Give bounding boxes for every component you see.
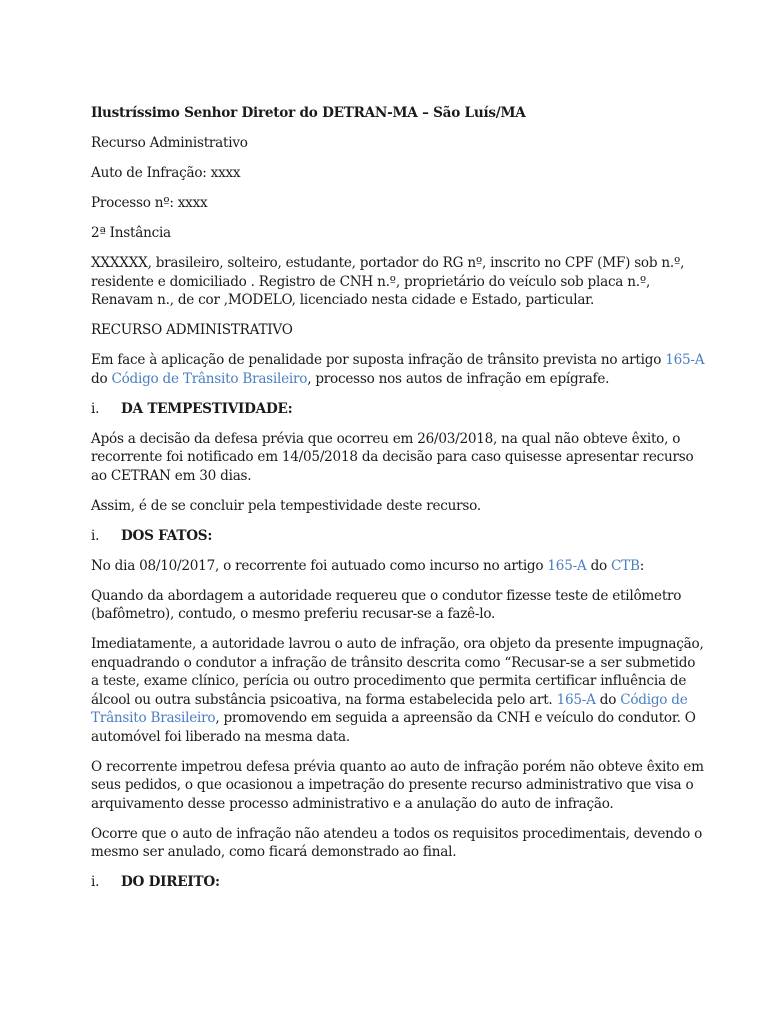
section-heading-direito	[91, 873, 691, 892]
paragraph-line: ao CETRAN em 30 dias.	[91, 467, 252, 484]
ctb-link[interactable]: Trânsito Brasileiro	[91, 710, 216, 726]
qualificacao-line: residente e domiciliado . Registro de CNH n.º, proprietário do veículo sob placa n.º,	[91, 273, 651, 290]
paragraph-text: do	[586, 557, 612, 574]
ctb-link[interactable]: Código de	[620, 691, 688, 708]
paragraph-line: mesmo ser anulado, como ficará demonstrado ao final.	[91, 844, 457, 860]
qualificacao-line: Renavam n., de cor ,MODELO, licenciado nesta cidade e Estado, particular.	[91, 292, 595, 308]
ocorre-paragraph	[91, 825, 703, 862]
tempestividade-paragraph	[91, 430, 694, 486]
paragraph-line: Imediatamente, a autoridade lavrou o auto de infração, ora objeto da presente impugnação,	[91, 636, 704, 652]
article-link[interactable]: 165-A	[547, 557, 587, 574]
section-number: i.	[91, 874, 100, 890]
intro-text: , processo nos autos de infração em epígrafe.	[307, 370, 610, 387]
section-heading-fatos	[91, 527, 691, 546]
intro-paragraph	[91, 351, 705, 388]
paragraph-text: álcool ou outra substância psicoativa, na forma estabelecida pelo art.	[91, 691, 557, 708]
paragraph-line: automóvel foi liberado na mesma data.	[91, 728, 350, 745]
section-title: DO DIREITO:	[121, 874, 220, 890]
document-subheading: Recurso Administrativo	[91, 135, 248, 151]
paragraph-line: O recorrente impetrou defesa prévia quanto ao auto de infração porém não obteve êxito em	[91, 758, 704, 775]
instancia-line: 2ª Instância	[91, 225, 171, 241]
processo-line: Processo nº: xxxx	[91, 195, 208, 211]
article-link[interactable]: 165-A	[556, 691, 596, 708]
paragraph-line: arquivamento desse processo administrativo e a anulação do auto de infração.	[91, 795, 614, 812]
paragraph-line	[91, 691, 691, 710]
paragraph-text: , promovendo em seguida a apreensão da CNH e veículo do condutor. O	[215, 710, 696, 726]
intro-line	[91, 351, 705, 370]
section-heading-tempestividade	[91, 400, 691, 419]
paragraph-line: enquadrando o condutor a infração de trânsito descrita como “Recusar-se a ser submetido	[91, 654, 696, 671]
paragraph-line: seus pedidos, o que ocasionou a impetração do presente recurso administrativo que visa o	[91, 777, 694, 793]
paragraph-line: (bafômetro), contudo, o mesmo preferiu recusar-se a fazê-lo.	[91, 606, 496, 622]
paragraph-line: a teste, exame clínico, perícia ou outro procedimento que permita certificar influência de	[91, 673, 687, 689]
recurso-title: RECURSO ADMINISTRATIVO	[91, 322, 293, 338]
document-page	[91, 104, 705, 903]
section-number: i.	[91, 527, 100, 544]
impetrou-paragraph	[91, 758, 704, 814]
paragraph-text: do	[595, 691, 621, 708]
paragraph-text: :	[639, 557, 645, 574]
paragraph-text: No dia 08/10/2017, o recorrente foi autuado como incurso no artigo	[91, 557, 548, 574]
fatos-intro-paragraph	[91, 557, 691, 576]
imediatamente-paragraph	[91, 635, 704, 746]
document-heading: Ilustríssimo Senhor Diretor do DETRAN-MA – São Luís/MA	[91, 105, 526, 121]
paragraph-line: Ocorre que o auto de infração não atendeu a todos os requisitos procedimentais, devendo o	[91, 825, 703, 842]
conclusao-paragraph: Assim, é de se concluir pela tempestividade deste recurso.	[91, 497, 481, 514]
section-title: DA TEMPESTIVIDADE:	[121, 400, 293, 417]
abordagem-paragraph	[91, 587, 691, 624]
ctb-link[interactable]: Código de Trânsito Brasileiro	[111, 370, 308, 387]
intro-text: Em face à aplicação de penalidade por suposta infração de trânsito prevista no artigo	[91, 352, 666, 368]
paragraph-line: Após a decisão da defesa prévia que ocorreu em 26/03/2018, na qual não obteve êxito, o	[91, 430, 681, 447]
article-link[interactable]: 165-A	[665, 352, 705, 368]
intro-line	[91, 370, 691, 389]
intro-text: do	[91, 370, 112, 387]
paragraph-line	[91, 709, 696, 728]
auto-infracao-line: Auto de Infração: xxxx	[91, 165, 241, 181]
qualificacao-line: XXXXXX, brasileiro, solteiro, estudante, portador do RG nº, inscrito no CPF (MF) sob n.º,	[91, 255, 685, 271]
section-number: i.	[91, 400, 100, 417]
section-title: DOS FATOS:	[121, 527, 213, 544]
ctb-link[interactable]: CTB	[611, 557, 640, 574]
paragraph-line: Quando da abordagem a autoridade requereu que o condutor fizesse teste de etilômetro	[91, 587, 682, 604]
qualificacao-paragraph	[91, 254, 691, 310]
paragraph-line: recorrente foi notificado em 14/05/2018 da decisão para caso quisesse apresentar recurso	[91, 449, 694, 465]
